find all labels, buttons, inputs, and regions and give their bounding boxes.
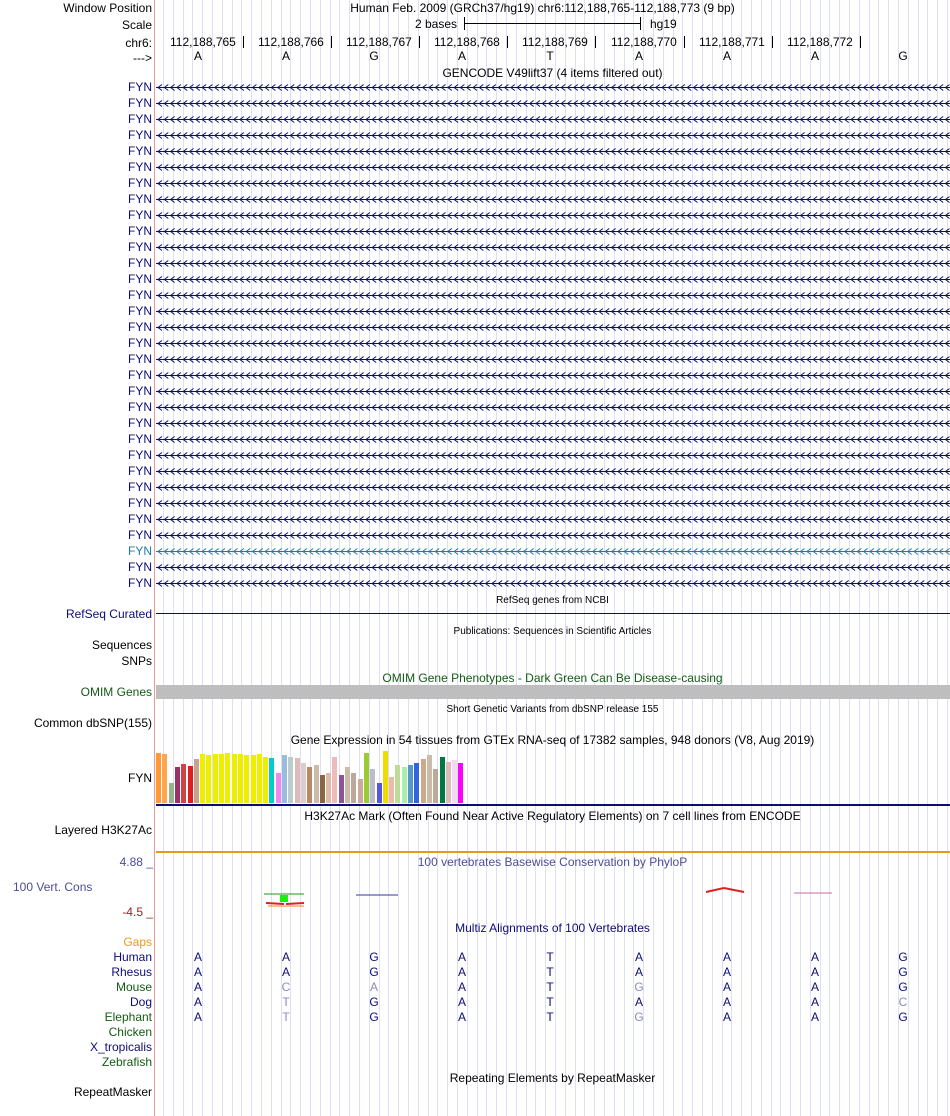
gencode-gene-label[interactable]: FYN — [128, 448, 152, 462]
gtex-tissue-bar[interactable] — [421, 759, 426, 803]
position-tick: 112,188,769 — [522, 35, 588, 49]
alignment-base: A — [193, 950, 202, 964]
alignment-base: A — [810, 995, 819, 1009]
species-chicken[interactable]: Chicken — [108, 1025, 152, 1039]
position-tick-mark — [507, 36, 508, 48]
gtex-tissue-bar[interactable] — [238, 754, 243, 803]
gencode-transcript[interactable] — [156, 371, 950, 380]
omim-label[interactable]: OMIM Genes — [80, 685, 152, 699]
gtex-tissue-bar[interactable] — [427, 755, 432, 803]
base-letter: A — [634, 49, 643, 63]
alignment-base: A — [457, 980, 466, 994]
alignment-base: G — [898, 1010, 908, 1024]
gtex-tissue-bar[interactable] — [188, 766, 193, 803]
gtex-tissue-bar[interactable] — [282, 755, 287, 803]
gencode-gene-label[interactable]: FYN — [128, 288, 152, 302]
gtex-tissue-bar[interactable] — [175, 767, 180, 803]
gencode-transcript[interactable] — [156, 115, 950, 124]
gencode-gene-label[interactable]: FYN — [128, 480, 152, 494]
gencode-gene-label[interactable]: FYN — [128, 304, 152, 318]
scale-assembly: hg19 — [650, 17, 677, 31]
gencode-transcript[interactable] — [156, 531, 950, 540]
position-tick: 112,188,767 — [346, 35, 412, 49]
gencode-transcript[interactable] — [156, 211, 950, 220]
alignment-base: A — [193, 980, 202, 994]
gencode-transcript[interactable] — [156, 515, 950, 524]
refseq-gene-line[interactable] — [156, 613, 950, 614]
gtex-tissue-bar[interactable] — [200, 754, 205, 803]
gtex-tissue-bar[interactable] — [358, 779, 363, 803]
gencode-transcript[interactable] — [156, 291, 950, 300]
gtex-tissue-bar[interactable] — [446, 762, 451, 803]
gencode-gene-label[interactable]: FYN — [128, 96, 152, 110]
gtex-tissue-bar[interactable] — [433, 769, 438, 803]
alignment-base: T — [546, 980, 554, 994]
gtex-tissue-bar[interactable] — [389, 777, 394, 803]
gtex-tissue-bar[interactable] — [364, 753, 369, 803]
refseq-label[interactable]: RefSeq Curated — [65, 607, 152, 621]
repeatmasker-label[interactable]: RepeatMasker — [73, 1085, 152, 1099]
species-elephant[interactable]: Elephant — [104, 1010, 152, 1024]
base-letter: A — [193, 49, 202, 63]
gtex-tissue-bar[interactable] — [219, 754, 224, 803]
gtex-tissue-bar[interactable] — [383, 751, 388, 803]
gtex-expression-chart[interactable] — [156, 748, 536, 803]
window-position-label: Window Position — [63, 1, 152, 15]
gtex-tissue-bar[interactable] — [408, 765, 413, 803]
base-letter: A — [281, 49, 290, 63]
gencode-transcript[interactable] — [156, 499, 950, 508]
alignment-base: G — [369, 965, 379, 979]
scale-text: 2 bases — [415, 17, 458, 31]
gtex-tissue-bar[interactable] — [276, 773, 281, 803]
gencode-gene-label[interactable]: FYN — [128, 512, 152, 526]
alignment-base: T — [546, 965, 554, 979]
gtex-tissue-bar[interactable] — [244, 755, 249, 803]
gencode-gene-label[interactable]: FYN — [128, 336, 152, 350]
alignment-base: G — [634, 980, 644, 994]
gtex-tissue-bar[interactable] — [257, 754, 262, 803]
gtex-tissue-bar[interactable] — [263, 757, 268, 803]
gencode-gene-label[interactable]: FYN — [128, 464, 152, 478]
gencode-gene-label[interactable]: FYN — [128, 576, 152, 590]
gtex-gene-label[interactable]: FYN — [128, 771, 152, 785]
position-tick: 112,188,770 — [611, 35, 677, 49]
gencode-transcript[interactable] — [156, 355, 950, 364]
base-letter: G — [898, 49, 908, 63]
species-zebrafish[interactable]: Zebrafish — [101, 1055, 152, 1069]
alignment-base: A — [457, 995, 466, 1009]
scale-label: Scale — [121, 18, 152, 32]
alignment-base: G — [898, 950, 908, 964]
gencode-transcript[interactable] — [156, 435, 950, 444]
gencode-transcript[interactable] — [156, 451, 950, 460]
gencode-gene-label[interactable]: FYN — [128, 320, 152, 334]
gencode-gene-label[interactable]: FYN — [128, 144, 152, 158]
alignment-base: G — [898, 980, 908, 994]
phylop-plot[interactable] — [156, 880, 950, 910]
gtex-tissue-bar[interactable] — [225, 753, 230, 803]
gaps-label[interactable]: Gaps — [123, 935, 152, 949]
publications-label[interactable]: Sequences — [91, 638, 152, 652]
gtex-tissue-bar[interactable] — [181, 764, 186, 803]
gtex-tissue-bar[interactable] — [295, 758, 300, 803]
gtex-tissue-bar[interactable] — [194, 759, 199, 803]
base-letter: A — [810, 49, 819, 63]
gencode-transcript[interactable] — [156, 131, 950, 140]
alignment-base: A — [810, 965, 819, 979]
alignment-base: G — [634, 1010, 644, 1024]
gencode-transcript[interactable] — [156, 563, 950, 572]
alignment-base: A — [281, 965, 290, 979]
h3k27ac-title: H3K27Ac Mark (Often Found Near Active Regulatory Elements) on 7 cell lines from ENCODE — [304, 809, 801, 823]
gtex-tissue-bar[interactable] — [351, 773, 356, 803]
species-human[interactable]: Human — [113, 950, 152, 964]
gencode-transcript[interactable] — [156, 323, 950, 332]
h3k27ac-baseline — [156, 851, 950, 853]
gtex-gene-line — [156, 804, 950, 806]
gencode-transcript[interactable] — [156, 547, 950, 556]
species-rhesus[interactable]: Rhesus — [111, 965, 152, 979]
gtex-tissue-bar[interactable] — [339, 775, 344, 803]
base-letter: A — [457, 49, 466, 63]
publications-title: Publications: Sequences in Scientific Articles — [453, 626, 652, 637]
alignment-base: A — [457, 1010, 466, 1024]
alignment-base: T — [282, 1010, 290, 1024]
gencode-transcript[interactable] — [156, 163, 950, 172]
phylop-min-label: -4.5 _ — [122, 905, 153, 919]
gtex-tissue-bar[interactable] — [377, 783, 382, 803]
gtex-tissue-bar[interactable] — [307, 767, 312, 803]
gtex-tissue-bar[interactable] — [314, 765, 319, 803]
alignment-base: A — [722, 1010, 731, 1024]
position-tick-mark — [331, 36, 332, 48]
alignment-base: C — [898, 995, 908, 1009]
position-tick: 112,188,766 — [258, 35, 324, 49]
gtex-tissue-bar[interactable] — [402, 767, 407, 803]
position-tick-mark — [419, 36, 420, 48]
gencode-transcript[interactable] — [156, 275, 950, 284]
base-letter: G — [369, 49, 379, 63]
gtex-tissue-bar[interactable] — [440, 757, 445, 803]
gencode-transcript[interactable] — [156, 259, 950, 268]
position-tick-mark — [243, 36, 244, 48]
dbsnp-title: Short Genetic Variants from dbSNP release 155 — [446, 704, 659, 715]
gencode-transcript[interactable] — [156, 467, 950, 476]
gtex-tissue-bar[interactable] — [332, 757, 337, 803]
snps-label[interactable]: SNPs — [121, 654, 152, 668]
alignment-base: G — [369, 950, 379, 964]
gencode-transcript[interactable] — [156, 579, 950, 588]
scale-bar — [464, 17, 641, 31]
alignment-base: A — [457, 965, 466, 979]
alignment-base: A — [634, 965, 643, 979]
gencode-transcript[interactable] — [156, 83, 950, 92]
species-mouse[interactable]: Mouse — [115, 980, 152, 994]
gencode-gene-label[interactable]: FYN — [128, 496, 152, 510]
gencode-gene-label[interactable]: FYN — [128, 368, 152, 382]
position-tick: 112,188,771 — [699, 35, 765, 49]
gencode-gene-label[interactable]: FYN — [128, 416, 152, 430]
gencode-gene-label[interactable]: FYN — [128, 112, 152, 126]
alignment-base: A — [369, 980, 378, 994]
chrom-label: chr6: — [125, 36, 152, 50]
gencode-gene-label[interactable]: FYN — [128, 224, 152, 238]
gencode-title: GENCODE V49lift37 (4 items filtered out) — [442, 66, 663, 80]
base-letter: A — [722, 49, 731, 63]
phylop-label[interactable]: 100 Vert. Cons — [13, 880, 93, 894]
gtex-tissue-bar[interactable] — [414, 763, 419, 803]
gencode-transcript[interactable] — [156, 147, 950, 156]
alignment-base: T — [546, 995, 554, 1009]
gtex-tissue-bar[interactable] — [169, 783, 174, 803]
alignment-base: A — [722, 950, 731, 964]
gtex-tissue-bar[interactable] — [395, 765, 400, 803]
window-position-value: Human Feb. 2009 (GRCh37/hg19) chr6:112,188,765-112,188,773 (9 bp) — [350, 1, 735, 15]
gencode-gene-label[interactable]: FYN — [128, 176, 152, 190]
position-tick-mark — [860, 36, 861, 48]
gencode-transcript[interactable] — [156, 307, 950, 316]
gencode-gene-label[interactable]: FYN — [128, 432, 152, 446]
strand-label: ---> — [133, 51, 152, 65]
gencode-transcript[interactable] — [156, 419, 950, 428]
gencode-transcript[interactable] — [156, 387, 950, 396]
gencode-gene-label[interactable]: FYN — [128, 256, 152, 270]
phylop-title: 100 vertebrates Basewise Conservation by PhyloP — [417, 855, 688, 869]
gtex-title: Gene Expression in 54 tissues from GTEx RNA-seq of 17382 samples, 948 donors (V8, Aug 2019) — [290, 733, 815, 747]
alignment-base: A — [634, 995, 643, 1009]
gencode-transcript[interactable] — [156, 403, 950, 412]
refseq-title: RefSeq genes from NCBI — [496, 595, 609, 606]
gtex-tissue-bar[interactable] — [458, 763, 463, 803]
gencode-gene-label[interactable]: FYN — [128, 192, 152, 206]
multiz-title: Multiz Alignments of 100 Vertebrates — [455, 921, 650, 935]
alignment-base: A — [281, 950, 290, 964]
gencode-gene-label[interactable]: FYN — [128, 528, 152, 542]
gencode-gene-label[interactable]: FYN — [128, 560, 152, 574]
gencode-transcript[interactable] — [156, 483, 950, 492]
gencode-gene-label[interactable]: FYN — [128, 80, 152, 94]
gencode-transcript[interactable] — [156, 195, 950, 204]
gencode-gene-label[interactable]: FYN — [128, 128, 152, 142]
alignment-base: A — [193, 995, 202, 1009]
gtex-tissue-bar[interactable] — [288, 757, 293, 803]
alignment-base: A — [722, 995, 731, 1009]
gtex-tissue-bar[interactable] — [162, 754, 167, 803]
species-dog[interactable]: Dog — [129, 995, 152, 1009]
position-tick: 112,188,772 — [787, 35, 853, 49]
h3k27ac-label[interactable]: Layered H3K27Ac — [54, 823, 152, 837]
gtex-tissue-bar[interactable] — [206, 755, 211, 803]
alignment-base: T — [282, 995, 290, 1009]
gencode-gene-label[interactable]: FYN — [128, 352, 152, 366]
gencode-transcript[interactable] — [156, 243, 950, 252]
gencode-gene-label[interactable]: FYN — [128, 240, 152, 254]
gencode-transcript[interactable] — [156, 339, 950, 348]
alignment-base: T — [546, 950, 554, 964]
gencode-gene-label[interactable]: FYN — [128, 384, 152, 398]
gtex-tissue-bar[interactable] — [269, 758, 274, 803]
species-x_tropicalis[interactable]: X_tropicalis — [89, 1040, 152, 1054]
alignment-base: G — [369, 1010, 379, 1024]
alignment-base: A — [722, 965, 731, 979]
phylop-mark-2 — [264, 894, 304, 906]
alignment-base: A — [457, 950, 466, 964]
gtex-tissue-bar[interactable] — [156, 753, 161, 803]
gtex-tissue-bar[interactable] — [301, 763, 306, 803]
repeatmasker-title: Repeating Elements by RepeatMasker — [449, 1071, 656, 1085]
gencode-gene-label[interactable]: FYN — [128, 208, 152, 222]
position-tick-mark — [772, 36, 773, 48]
alignment-base: A — [193, 1010, 202, 1024]
label-separator — [154, 0, 155, 1116]
gtex-tissue-bar[interactable] — [452, 760, 457, 803]
omim-gene-bar[interactable] — [156, 685, 950, 699]
alignment-base: A — [810, 980, 819, 994]
gencode-gene-label[interactable]: FYN — [128, 544, 152, 558]
phylop-mark-7 — [706, 888, 744, 892]
base-letter: T — [546, 49, 554, 63]
gtex-tissue-bar[interactable] — [326, 773, 331, 803]
position-tick: 112,188,765 — [170, 35, 236, 49]
alignment-base: G — [369, 995, 379, 1009]
alignment-base: A — [722, 980, 731, 994]
gtex-tissue-bar[interactable] — [232, 754, 237, 803]
alignment-base: T — [546, 1010, 554, 1024]
position-tick: 112,188,768 — [434, 35, 500, 49]
alignment-base: G — [898, 965, 908, 979]
gencode-gene-label[interactable]: FYN — [128, 272, 152, 286]
gencode-gene-label[interactable]: FYN — [128, 160, 152, 174]
dbsnp-label[interactable]: Common dbSNP(155) — [33, 716, 152, 730]
gencode-transcript[interactable] — [156, 227, 950, 236]
alignment-base: A — [193, 965, 202, 979]
alignment-base: C — [281, 980, 291, 994]
gencode-transcript[interactable] — [156, 179, 950, 188]
gtex-tissue-bar[interactable] — [251, 755, 256, 803]
gencode-transcript[interactable] — [156, 99, 950, 108]
phylop-max-label: 4.88 _ — [119, 855, 153, 869]
omim-title: OMIM Gene Phenotypes - Dark Green Can Be Disease-causing — [382, 671, 723, 685]
position-tick-mark — [684, 36, 685, 48]
alignment-base: A — [810, 1010, 819, 1024]
gtex-tissue-bar[interactable] — [320, 775, 325, 803]
gtex-tissue-bar[interactable] — [345, 767, 350, 803]
gtex-tissue-bar[interactable] — [370, 769, 375, 803]
gtex-tissue-bar[interactable] — [213, 754, 218, 803]
alignment-base: A — [810, 950, 819, 964]
gencode-gene-label[interactable]: FYN — [128, 400, 152, 414]
alignment-base: A — [634, 950, 643, 964]
position-tick-mark — [595, 36, 596, 48]
